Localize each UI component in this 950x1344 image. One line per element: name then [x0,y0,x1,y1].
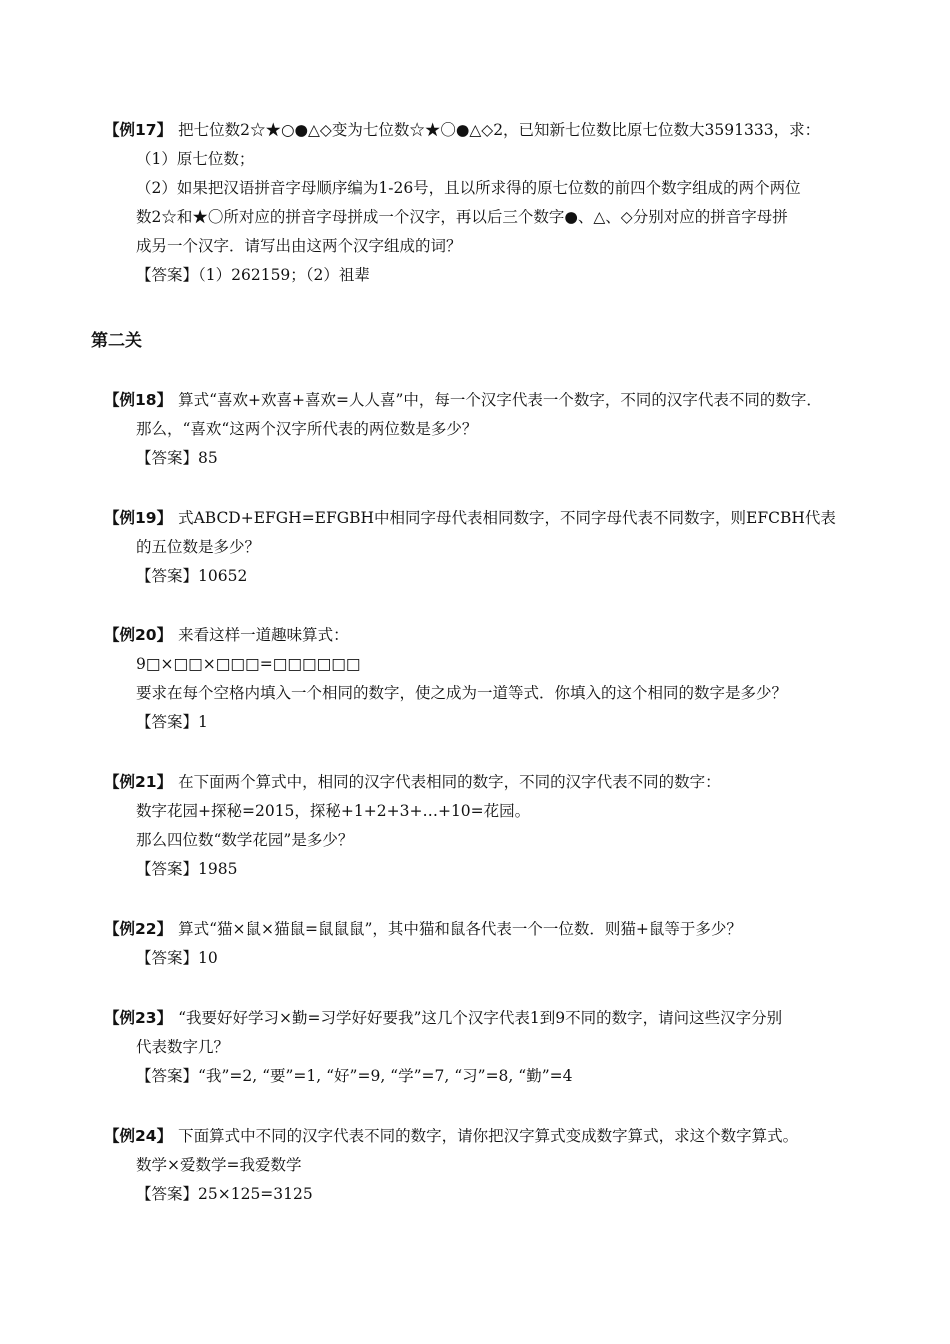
example-18-answer [104,444,874,473]
example-19-question-line [104,504,874,533]
example-21-q1: 在下面两个算式中，相同的汉字代表相同的数字，不同的汉字代表不同的数字： [178,773,721,791]
answer-text: 10652 [198,567,248,585]
example-23-q1: “我要好好学习×勤=习学好好要我”这几个汉字代表1到9不同的数字，请问这些汉字分别 [178,1009,783,1027]
example-17-question-line [104,116,874,145]
example-23-question-line [104,1004,874,1033]
answer-tag: 【答案】 [136,1185,199,1203]
example-17 [104,116,874,290]
example-17-q4: 数2☆和★〇所对应的拼音字母拼成一个汉字，再以后三个数字●、△、◇分别对应的拼音字母拼 [136,208,788,226]
example-20-answer [104,708,874,737]
example-22-q1: 算式“猫×鼠×猫鼠=鼠鼠鼠”，其中猫和鼠各代表一个一位数．则猫+鼠等于多少？ [178,920,742,938]
answer-text: “我”=2, “要”=1, “好”=9, “学”=7, “习”=8, “勤”=4 [198,1067,573,1085]
example-18-question-line [104,386,874,415]
example-21-question-line [104,768,874,797]
example-20-tag: 【例20】 [104,626,173,644]
example-23-answer [104,1062,874,1091]
example-21 [104,768,874,884]
example-24-q2: 数学×爱数学=我爱数学 [136,1156,302,1174]
example-19-tag: 【例19】 [104,509,173,527]
example-20-q1: 来看这样一道趣味算式： [178,626,349,644]
answer-tag: 【答案】 [136,449,199,467]
answer-text: 85 [198,449,218,467]
example-23-tag: 【例23】 [104,1009,173,1027]
example-19 [104,504,874,591]
example-24-question-line [104,1122,874,1151]
example-19-answer [104,562,874,591]
answer-text: 25×125=3125 [198,1185,313,1203]
example-21-q3: 那么四位数“数学花园”是多少？ [136,831,354,849]
answer-tag: 【答案】 [136,713,199,731]
answer-text: 1985 [198,860,238,878]
example-22-tag: 【例22】 [104,920,173,938]
answer-tag: 【答案】 [136,567,199,585]
answer-tag: 【答案】 [136,860,199,878]
example-24-tag: 【例24】 [104,1127,173,1145]
example-20 [104,621,874,737]
example-22-question-line [104,915,874,944]
example-18-tag: 【例18】 [104,391,173,409]
answer-tag: 【答案】 [136,1067,199,1085]
example-20-question-line [104,621,874,650]
example-24 [104,1122,874,1209]
example-17-q1: 把七位数2☆★○●△◇变为七位数☆★〇●△◇2，已知新七位数比原七位数大3591333，求： [178,121,821,139]
example-22-answer [104,944,874,973]
example-21-tag: 【例21】 [104,773,173,791]
answer-tag: 【答案】 [136,266,199,284]
example-18 [104,386,874,473]
answer-tag: 【答案】 [136,949,199,967]
example-17-q5: 成另一个汉字．请写出由这两个汉字组成的词？ [136,237,462,255]
section-title: 第二关 [91,331,142,351]
example-24-q1: 下面算式中不同的汉字代表不同的数字，请你把汉字算式变成数字算式，求这个数字算式。 [178,1127,799,1145]
example-17-q2: （1）原七位数； [136,150,255,168]
example-18-q1: 算式“喜欢+欢喜+喜欢=人人喜”中，每一个汉字代表一个数字，不同的汉字代表不同的数字． [178,391,822,409]
example-17-answer [104,261,874,290]
example-17-tag: 【例17】 [104,121,173,139]
example-20-q2: 9□×□□×□□□=□□□□□□ [136,655,361,673]
example-21-q2: 数字花园+探秘=2015，探秘+1+2+3+…+10=花园。 [136,802,531,820]
example-23 [104,1004,874,1091]
answer-text: 1 [198,713,208,731]
example-21-answer [104,855,874,884]
example-19-q2: 的五位数是多少？ [136,538,261,556]
example-17-q3: （2）如果把汉语拼音字母顺序编为1-26号，且以所求得的原七位数的前四个数字组成的两个两位 [136,179,801,197]
answer-text: （1）262159；（2）祖辈 [198,266,370,284]
example-22 [104,915,874,973]
example-18-q2: 那么，“喜欢“这两个汉字所代表的两位数是多少？ [136,420,478,438]
example-24-answer [104,1180,874,1209]
example-19-q1: 式ABCD+EFGH=EFGBH中相同字母代表相同数字，不同字母代表不同数字，则EFCBH代表 [178,509,836,527]
example-20-q3: 要求在每个空格内填入一个相同的数字，使之成为一道等式．你填入的这个相同的数字是多少？ [136,684,788,702]
answer-text: 10 [198,949,218,967]
example-23-q2: 代表数字几？ [136,1038,230,1056]
